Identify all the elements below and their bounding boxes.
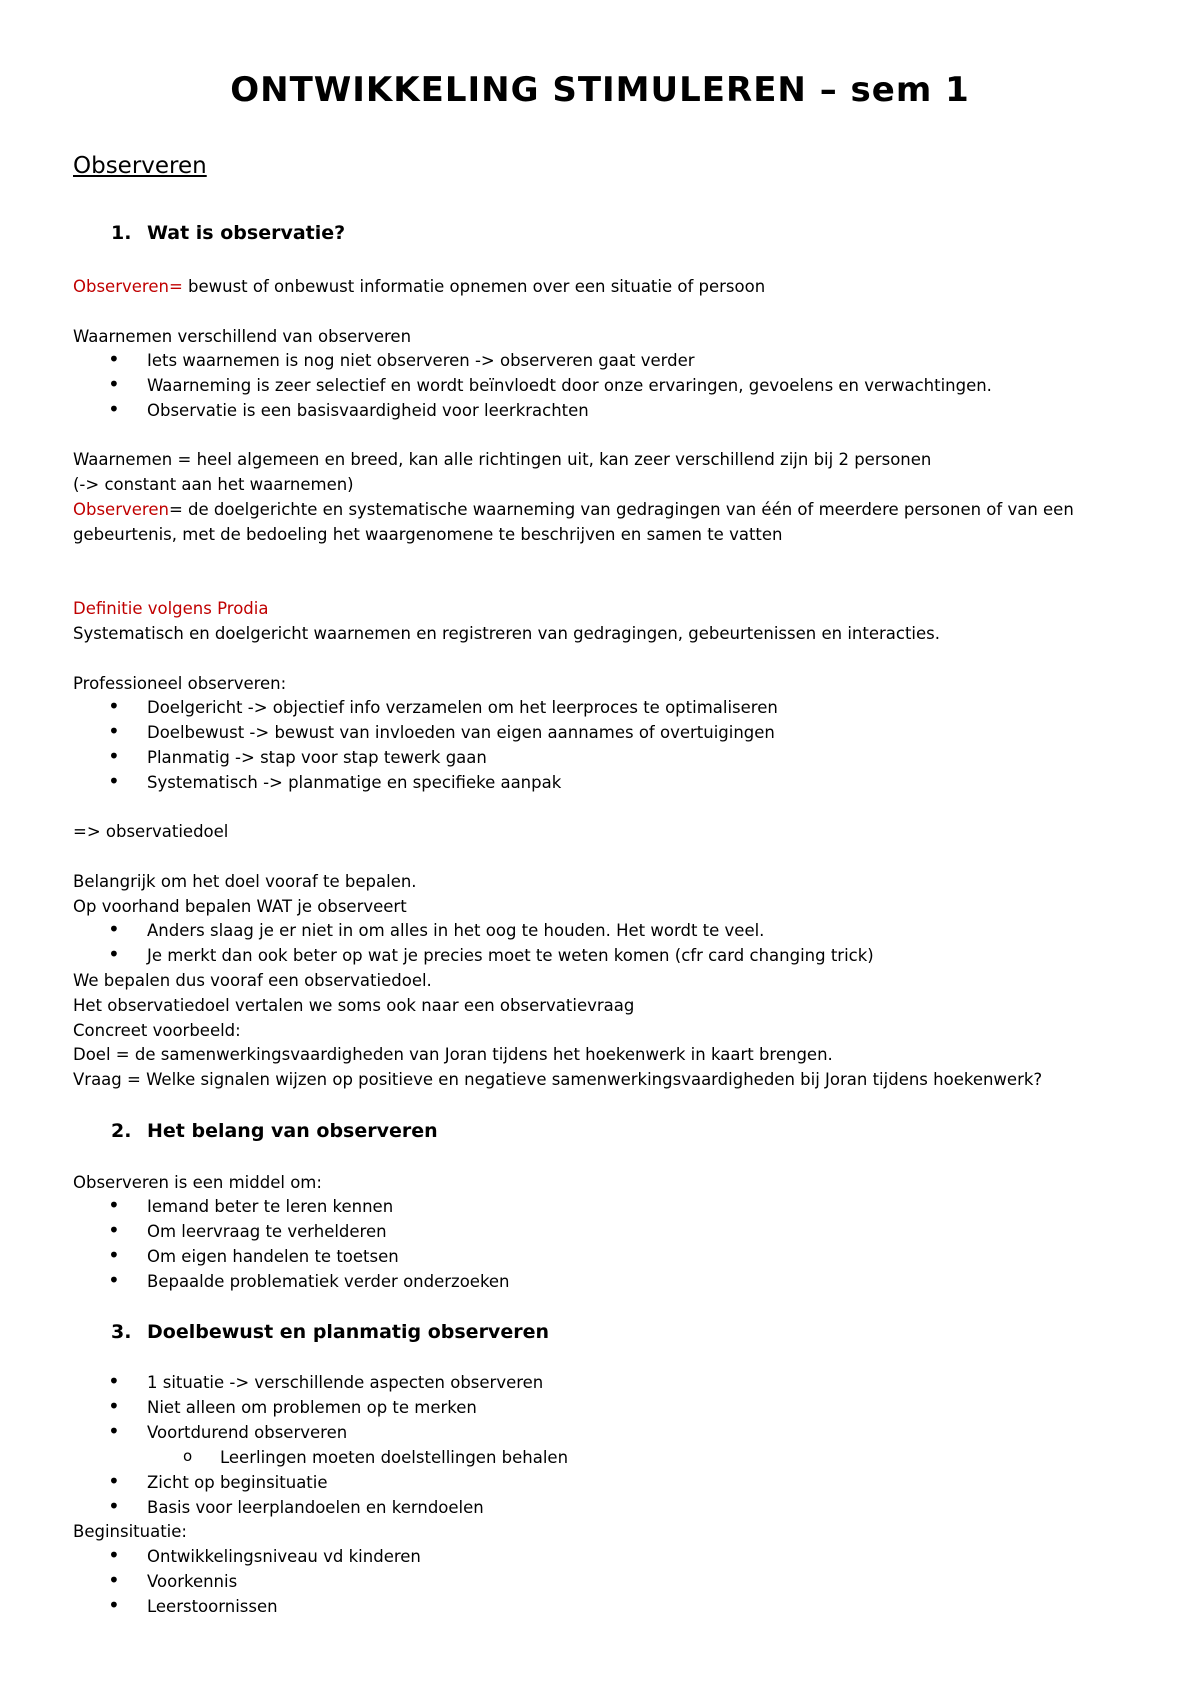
- paragraph-line: Waarnemen verschillend van observeren: [73, 327, 412, 346]
- paragraph-line: Vraag = Welke signalen wijzen op positieve en negatieve samenwerkingsvaardigheden bij Joran tijdens hoekenwerk?: [73, 1070, 1043, 1089]
- paragraph-line: (-> constant aan het waarnemen): [73, 475, 354, 494]
- bullet-icon: •: [108, 372, 120, 396]
- definition-line: [73, 499, 1074, 521]
- bullet-icon: •: [108, 744, 120, 768]
- definition-text: bewust of onbewust informatie opnemen over een situatie of persoon: [182, 277, 766, 296]
- heading-text: Doelbewust en planmatig observeren: [147, 1321, 549, 1343]
- bullet-icon: •: [108, 719, 120, 743]
- definition-line: [73, 276, 765, 298]
- definition-text: = de doelgerichte en systematische waarneming van gedragingen van één of meerdere personen of van een: [168, 500, 1074, 519]
- paragraph-line: Doel = de samenwerkingsvaardigheden van Joran tijdens het hoekenwerk in kaart brengen.: [73, 1045, 833, 1064]
- bullet-text: Leerstoornissen: [147, 1597, 278, 1616]
- paragraph-line: We bepalen dus vooraf een observatiedoel.: [73, 971, 432, 990]
- bullet-icon: •: [108, 1394, 120, 1418]
- paragraph-line: Op voorhand bepalen WAT je observeert: [73, 897, 407, 916]
- bullet-text: 1 situatie -> verschillende aspecten observeren: [147, 1373, 544, 1392]
- bullet-text: Planmatig -> stap voor stap tewerk gaan: [147, 748, 487, 767]
- bullet-icon: •: [108, 1568, 120, 1592]
- bullet-icon: •: [108, 1243, 120, 1267]
- paragraph-line: Professioneel observeren:: [73, 674, 287, 693]
- heading-text: Het belang van observeren: [147, 1120, 438, 1142]
- bullet-text: Iemand beter te leren kennen: [147, 1197, 394, 1216]
- bullet-text: Bepaalde problematiek verder onderzoeken: [147, 1272, 510, 1291]
- bullet-icon: •: [108, 1193, 120, 1217]
- definition-term: Observeren=: [73, 277, 183, 296]
- bullet-icon: •: [108, 1218, 120, 1242]
- bullet-icon: •: [108, 694, 120, 718]
- bullet-icon: •: [108, 1369, 120, 1393]
- bullet-text: Basis voor leerplandoelen en kerndoelen: [147, 1498, 484, 1517]
- paragraph-line: Waarnemen = heel algemeen en breed, kan alle richtingen uit, kan zeer verschillend zijn bij 2 personen: [73, 450, 932, 469]
- bullet-text: Voortdurend observeren: [147, 1423, 348, 1442]
- heading-number: 3.: [111, 1321, 132, 1343]
- definition-term: Observeren: [73, 500, 169, 519]
- bullet-text: Niet alleen om problemen op te merken: [147, 1398, 477, 1417]
- bullet-text: Leerlingen moeten doelstellingen behalen: [220, 1448, 569, 1467]
- bullet-text: Ontwikkelingsniveau vd kinderen: [147, 1547, 421, 1566]
- heading-number: 1.: [111, 222, 132, 244]
- bullet-text: Doelbewust -> bewust van invloeden van eigen aannames of overtuigingen: [147, 723, 775, 742]
- heading-text: Wat is observatie?: [147, 222, 346, 244]
- circle-bullet-icon: o: [183, 1447, 193, 1465]
- bullet-text: Om leervraag te verhelderen: [147, 1222, 387, 1241]
- bullet-icon: •: [108, 1469, 120, 1493]
- bullet-icon: •: [108, 1494, 120, 1518]
- bullet-text: Waarneming is zeer selectief en wordt beïnvloedt door onze ervaringen, gevoelens en verwachtingen.: [147, 376, 992, 395]
- paragraph-line: Observeren is een middel om:: [73, 1173, 322, 1192]
- paragraph-line: gebeurtenis, met de bedoeling het waargenomene te beschrijven en samen te vatten: [73, 525, 783, 544]
- bullet-text: Doelgericht -> objectief info verzamelen om het leerproces te optimaliseren: [147, 698, 778, 717]
- bullet-icon: •: [108, 1543, 120, 1567]
- bullet-icon: •: [108, 1593, 120, 1617]
- bullet-icon: •: [108, 347, 120, 371]
- bullet-text: Om eigen handelen te toetsen: [147, 1247, 399, 1266]
- bullet-icon: •: [108, 942, 120, 966]
- bullet-text: Je merkt dan ook beter op wat je precies moet te weten komen (cfr card changing trick): [147, 946, 874, 965]
- subheading-red: Definitie volgens Prodia: [73, 599, 269, 618]
- bullet-icon: •: [108, 1419, 120, 1443]
- heading-number: 2.: [111, 1120, 132, 1142]
- bullet-icon: •: [108, 769, 120, 793]
- paragraph-line: => observatiedoel: [73, 822, 229, 841]
- paragraph-line: Systematisch en doelgericht waarnemen en registreren van gedragingen, gebeurtenissen en interacties.: [73, 624, 940, 643]
- bullet-text: Zicht op beginsituatie: [147, 1473, 328, 1492]
- bullet-text: Voorkennis: [147, 1572, 238, 1591]
- paragraph-line: Beginsituatie:: [73, 1522, 187, 1541]
- bullet-icon: •: [108, 917, 120, 941]
- bullet-text: Anders slaag je er niet in om alles in het oog te houden. Het wordt te veel.: [147, 921, 765, 940]
- paragraph-line: Belangrijk om het doel vooraf te bepalen.: [73, 872, 417, 891]
- bullet-icon: •: [108, 397, 120, 421]
- section-heading: Observeren: [73, 153, 207, 179]
- bullet-text: Systematisch -> planmatige en specifieke aanpak: [147, 773, 562, 792]
- bullet-text: Iets waarnemen is nog niet observeren -> observeren gaat verder: [147, 351, 695, 370]
- bullet-text: Observatie is een basisvaardigheid voor leerkrachten: [147, 401, 589, 420]
- paragraph-line: Het observatiedoel vertalen we soms ook naar een observatievraag: [73, 996, 635, 1015]
- bullet-icon: •: [108, 1268, 120, 1292]
- document-title: ONTWIKKELING STIMULEREN – sem 1: [230, 70, 970, 110]
- paragraph-line: Concreet voorbeeld:: [73, 1021, 241, 1040]
